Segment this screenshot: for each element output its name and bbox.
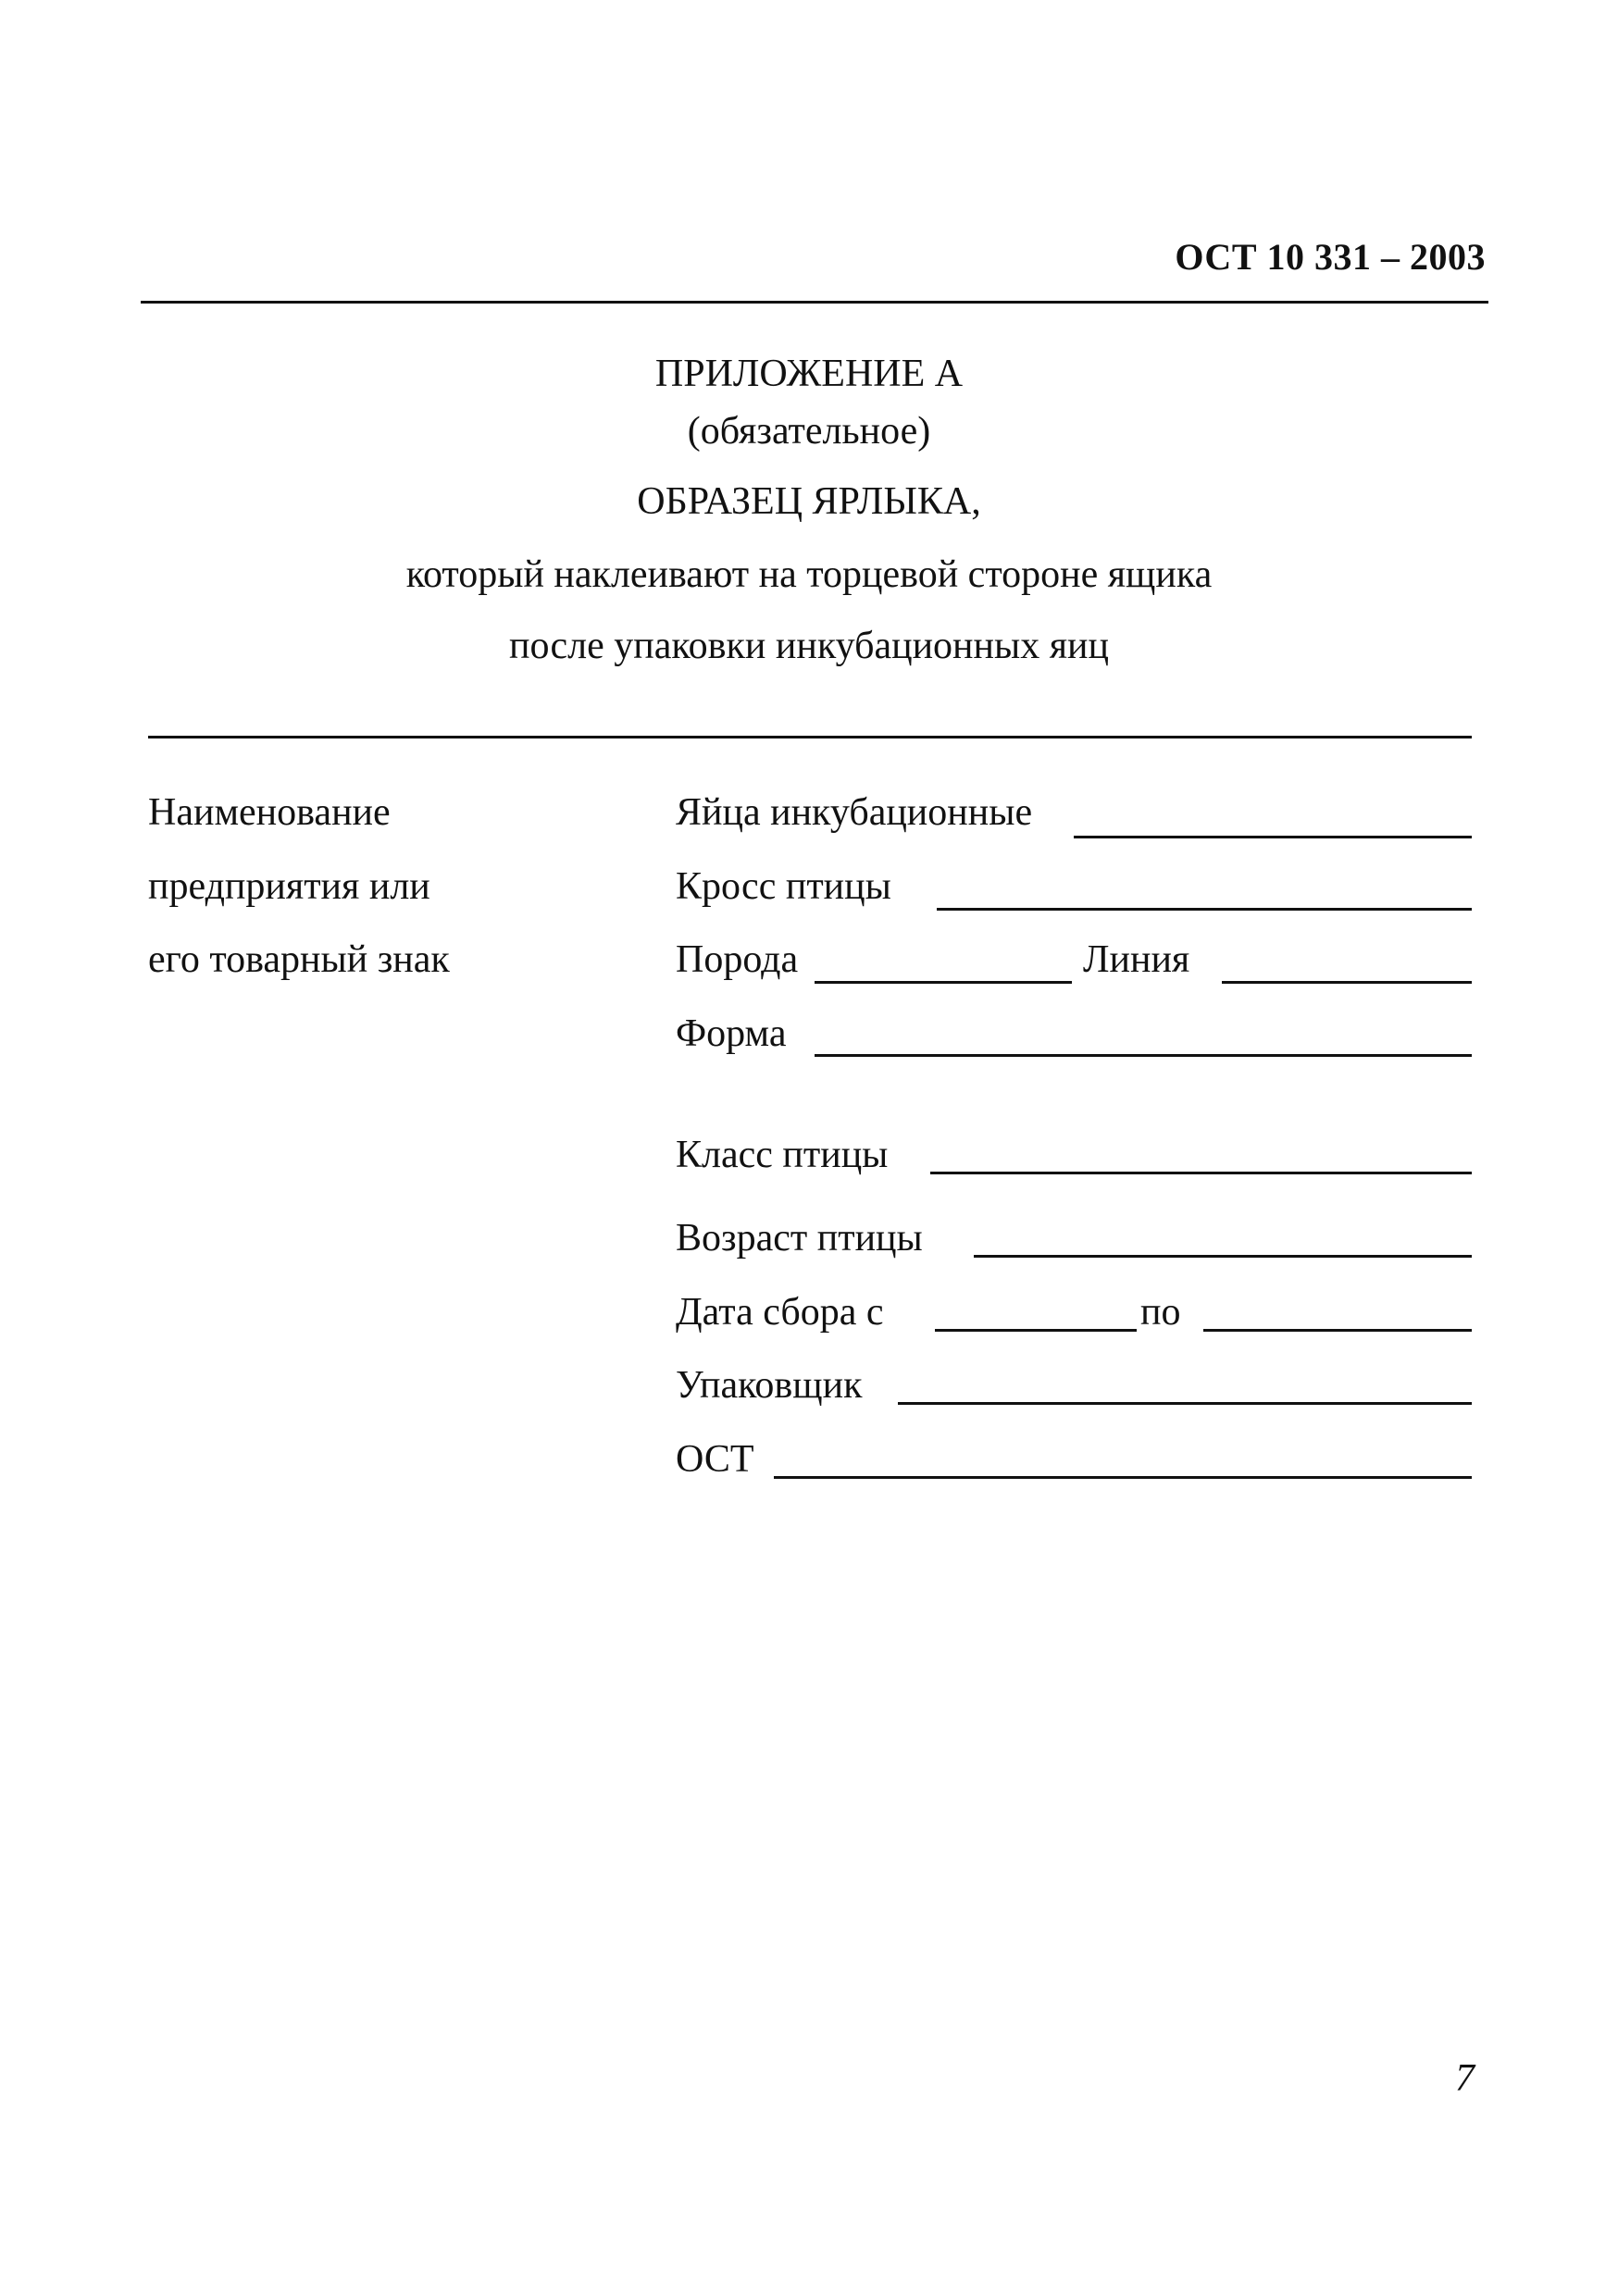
line-label: Линия (1083, 938, 1190, 981)
appendix-title: ПРИЛОЖЕНИЕ А (654, 353, 964, 395)
form-label: Форма (676, 1012, 787, 1055)
subtitle-line-1: который наклеивают на торцевой стороне ящика (405, 553, 1213, 596)
cross-label: Кросс птицы (676, 865, 891, 908)
section-rule (148, 736, 1472, 738)
collection-date-to-label: по (1140, 1291, 1181, 1334)
collection-date-label: Дата сбора с (676, 1291, 884, 1334)
document-code: ОСТ 10 331 – 2003 (1175, 236, 1486, 278)
company-name-line-2: предприятия или (148, 865, 430, 908)
class-label: Класс птицы (676, 1134, 889, 1176)
company-name-line-1: Наименование (148, 791, 391, 834)
eggs-blank (1074, 836, 1472, 838)
class-blank (930, 1172, 1472, 1174)
age-blank (974, 1255, 1472, 1258)
age-label: Возраст птицы (676, 1217, 923, 1260)
collection-date-to-blank (1203, 1329, 1472, 1332)
subtitle-line-2: после упаковки инкубационных яиц (509, 625, 1109, 667)
collection-date-from-blank (935, 1329, 1137, 1332)
header-rule (141, 301, 1488, 304)
ost-blank (774, 1476, 1472, 1479)
company-name-line-3: его товарный знак (148, 938, 450, 981)
eggs-label: Яйца инкубационные (676, 791, 1033, 834)
breed-blank (815, 981, 1072, 984)
page-number: 7 (1455, 2057, 1475, 2100)
packer-label: Упаковщик (676, 1364, 863, 1407)
packer-blank (898, 1402, 1472, 1405)
label-title: ОБРАЗЕЦ ЯРЛЫКА, (637, 480, 981, 523)
ost-label: ОСТ (676, 1438, 754, 1481)
appendix-status: (обязательное) (687, 410, 931, 453)
line-blank (1222, 981, 1472, 984)
breed-label: Порода (676, 938, 799, 981)
cross-blank (937, 908, 1472, 911)
form-blank (815, 1054, 1472, 1057)
